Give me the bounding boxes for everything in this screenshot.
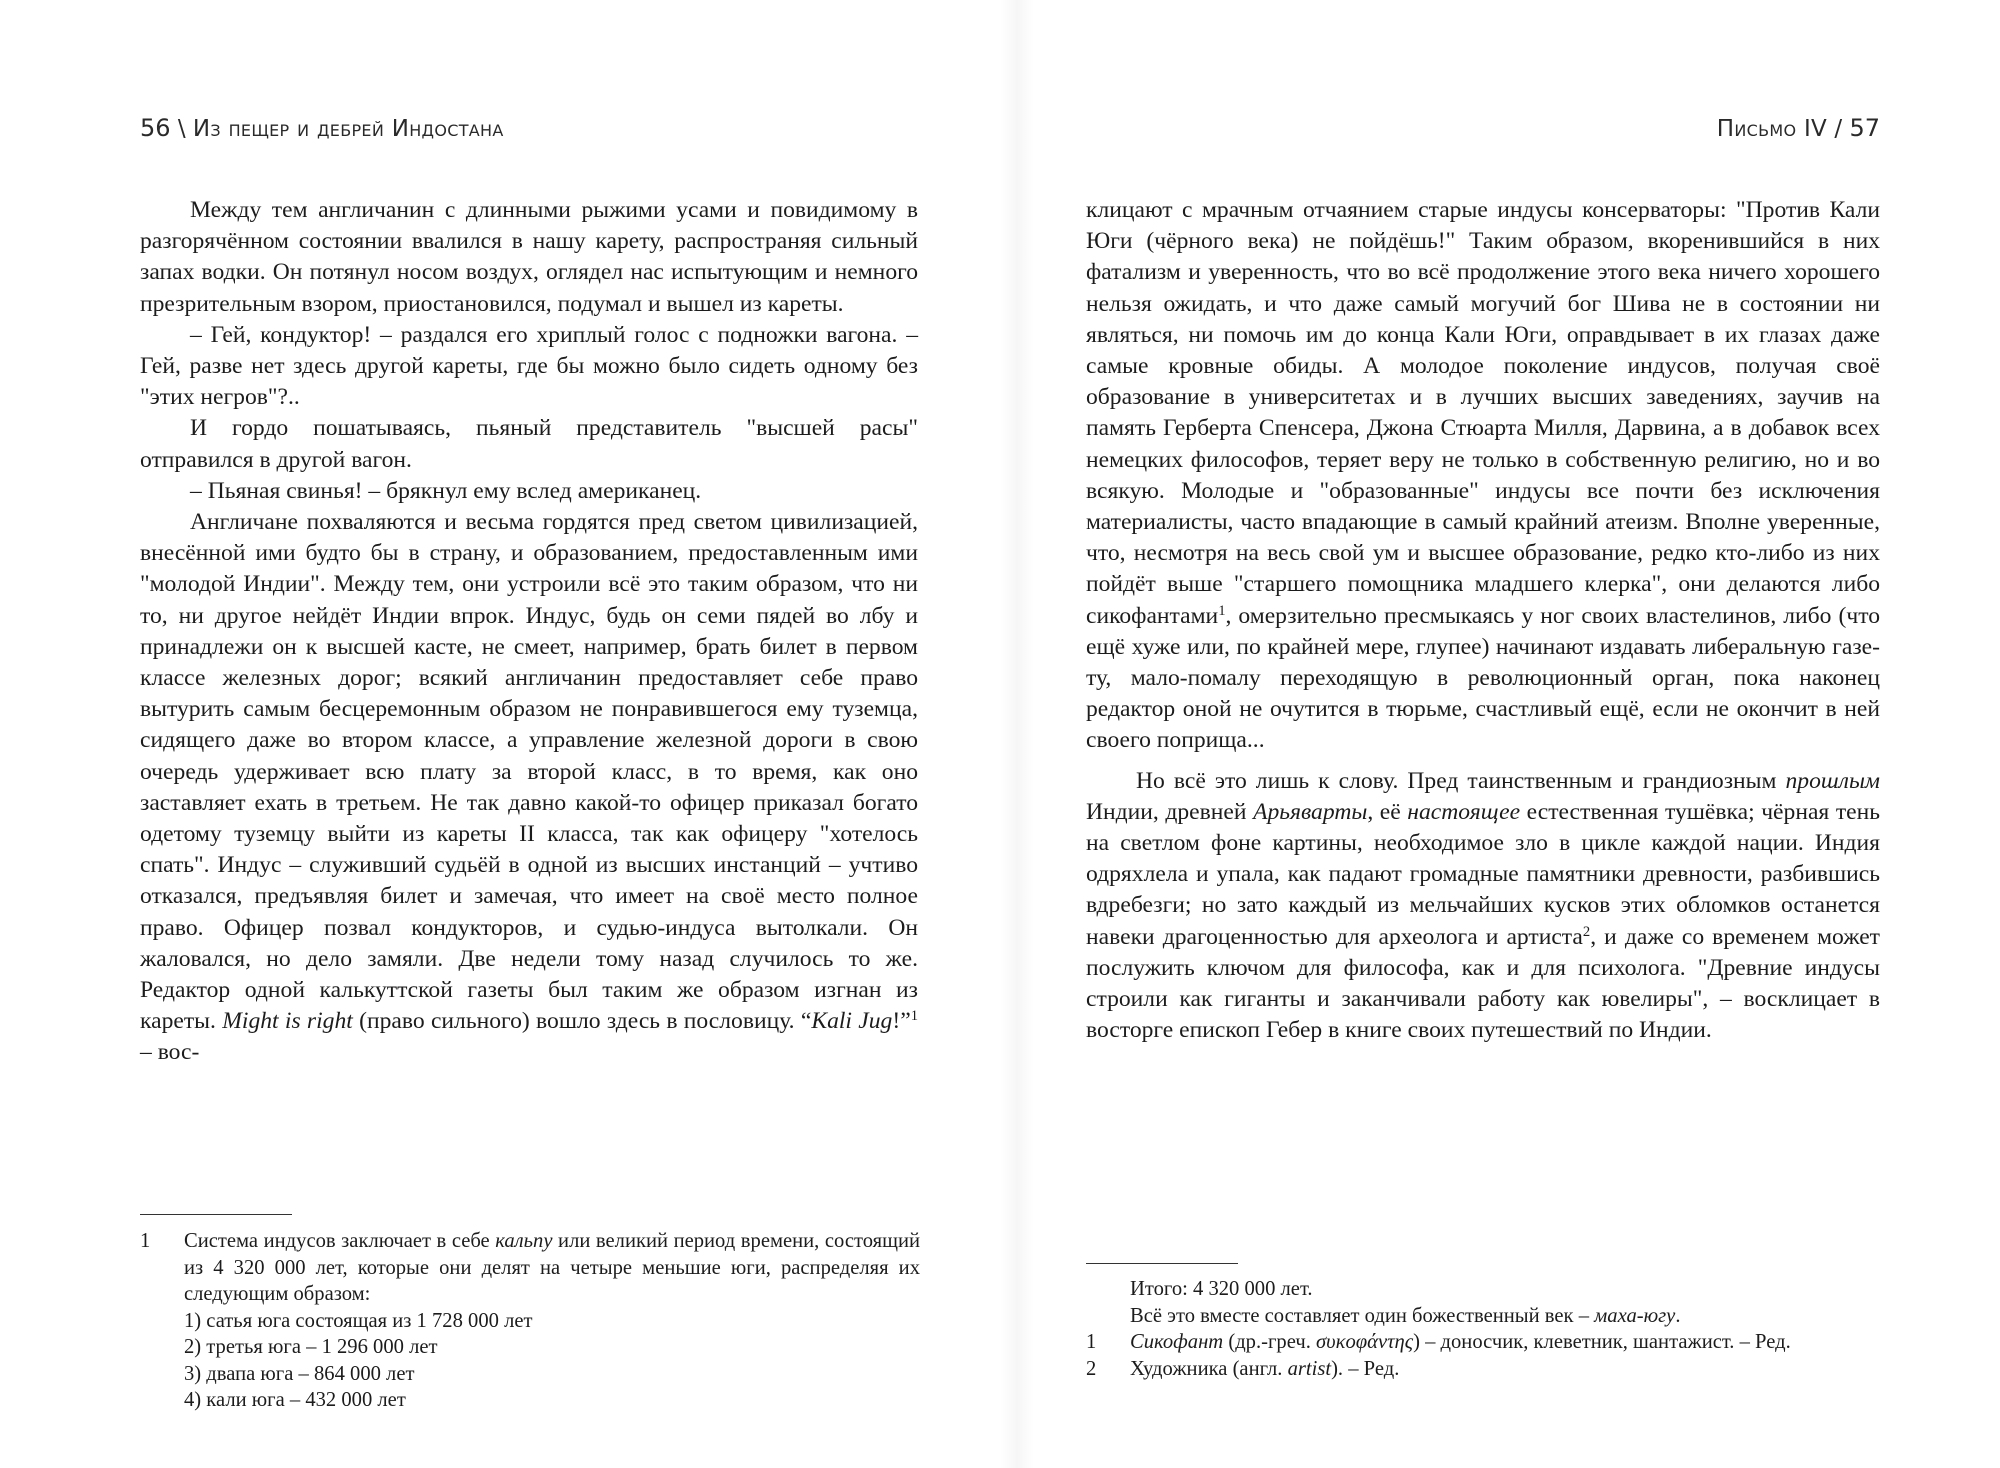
left-paragraph-5-tail-1: (право сильного) вошло здесь в пословицу. “ — [352, 1008, 812, 1035]
left-running-head — [140, 114, 504, 154]
right-paragraph-1-text: клицают с мрачным отчаянием старые индусы консерваторы: "Против Кали Юги (чёрного века) не пойдёшь!" Таким образом, вкоренившийся в них фатализм и уверенность, что во всё продолжение этого века ничего хорошего нельзя ожидать, и что даже самый могучий бог Шива не в состоянии ни являться, ни помочь им до конца Кали Юги, оправдывает в их глазах даже самые кровные обиды. А молодое поколение индусов, получая своё образование в университетах и в лучших высших заведениях, заучив на память Герберта Спенсера, Джона Стюарта Милля, Дарвина, а в добавок всех немецких философов, теряет веру не только в собственную религию, но и во всякую. Молодые и "образованные" индусы все почти без исключения материалисты, часто впадающие в самый крайний атеизм. Вполне уверенные, что, несмотря на весь свой ум и высшее образование, редко кто-либо из них пойдёт выше "старшего помощника младшего клерка", они делаются либо сикофантами — [1086, 197, 1880, 629]
yuga-item-4: 4) кали юга – 432 000 лет — [184, 1389, 406, 1411]
italic-kalpa: кальпу — [495, 1230, 553, 1252]
right-footnote-1-mid: (др.-греч. — [1223, 1331, 1316, 1353]
italic-aryavarty: Арьяварты — [1253, 798, 1368, 825]
right-head-separator: / — [1834, 116, 1843, 142]
right-paragraph-1 — [1086, 195, 1880, 757]
yuga-item-1: 1) сатья юга состоящая из 1 728 000 лет — [184, 1309, 533, 1332]
left-running-title: Из пещер и дебрей Индостана — [192, 116, 504, 142]
left-footnote-rule — [140, 1214, 292, 1215]
left-paragraph-5-tail-2: !” — [892, 1008, 911, 1035]
maha-yuga-before: Всё это вместе составляет один божественный век – — [1130, 1304, 1595, 1327]
italic-greek-sykophantes: συκοφάντης — [1316, 1331, 1414, 1353]
left-paragraph-5-end: – вос- — [140, 1039, 200, 1066]
left-footnote-1-after: или великий период времени, состоящий из 4 320 000 лет, которые они делят на четыре меньшие юги, распределяя их следующим образом: — [184, 1230, 920, 1305]
left-paragraph-1: Между тем англичанин с длинными рыжими усами и повидимому в разгорячённом состоянии ввалился в нашу карету, распространяя сильный запах водки. Он потянул носом воздух, оглядел нас испытующим и немного презрительным взором, приостановился, подумал и вышел из кареты. — [140, 197, 918, 317]
right-footnote-rule — [1086, 1263, 1238, 1264]
right-footnote-1-text — [1130, 1329, 1886, 1356]
left-paragraph-5-text: Англичане похваляются и весьма гордятся пред светом цивилизацией, внесённой ими будто бы в страну, и образованием, предоставленным ими "молодой Индии". Между тем, они устроили всё это таким образом, что ни то, ни другое нейдёт Индии впрок. Индус, будь он семи пядей во лбу и принадлежи он к высшей касте, не смеет, например, брать билет в первом классе железных дорог; всякий англичанин предоставляет себе право вытурить самым бесцеремонным образом не понравившегося ему туземца, сидящего даже во втором классе, а управление железной дороги в свою очередь удерживает всю плату за второй класс, в то время, как оно заставляет ехать в третьем. Не так давно какой-то офицер приказал богато одетому туземцу выйти из кареты II класса, так как офицеру "хотелось спать". Индус – служивший судьёй в одной из высших инстанций – учтиво отказался, предъявляя билет и замечая, что имеет на своё место полное право. Офицер позвал кондукторов, и судью-индуса вытолкали. Он жаловался, но дело замяли. Две недели тому назад случилось то же. Редактор одной калькуттской газеты был таким же образом изгнан из кареты. — [140, 509, 919, 1035]
right-body-text — [1086, 195, 1880, 1046]
right-footnote-1 — [1086, 1329, 1886, 1356]
right-footnote-1-after: ) – доносчик, клеветник, шантажист. – Ред. — [1413, 1331, 1791, 1353]
italic-nastoyashchee: настоящее — [1407, 798, 1521, 825]
italic-might-is-right: Might is right — [222, 1008, 353, 1035]
yuga-item-3: 3) двапа юга – 864 000 лет — [184, 1362, 415, 1385]
right-footnote-2-number: 2 — [1086, 1357, 1097, 1380]
left-footnote-1-before: Система индусов заключает в себе — [184, 1230, 496, 1252]
right-footnote-2-after: ). – Ред. — [1331, 1357, 1400, 1380]
right-page-number: 57 — [1849, 114, 1880, 142]
italic-sikofant: Сикофант — [1130, 1331, 1224, 1353]
right-footnote-2-before: Художника (англ. — [1130, 1357, 1288, 1380]
left-paragraph-2: – Гей, кондуктор! – раздался его хриплый голос с подножки вагона. – Гей, разве нет здесь другой кареты, где бы можно было сидеть одному без "этих негров"?.. — [140, 321, 918, 411]
right-paragraph-1-tail: , омерзительно пресмыкаясь у ног своих властелинов, либо (что ещё хуже или, по крайней мере, глупее) начинают издавать либеральную газету, мало-помалу переходящую в революционный орган, пока наконец редактор оной не очутится в тюрьме, счастливый ещё, если не окончит в ней своего поприща... — [1086, 602, 1880, 754]
right-running-head — [1717, 114, 1880, 154]
right-paragraph-2-t5: , и даже со временем может послужить ключом для философа, как и для психолога. "Древние индусы строили как гиганты и заканчивали работу как ювелиры", – восклицает в восторге епископ Гебер в книге своих путешествий по Индии. — [1086, 923, 1880, 1044]
right-footnote-1-number: 1 — [1086, 1331, 1097, 1353]
footnote-ref-2[interactable]: 2 — [1582, 923, 1591, 940]
right-paragraph-2-t3: , её — [1367, 798, 1408, 825]
right-footnote-2 — [1086, 1356, 1886, 1383]
left-head-separator: \ — [177, 116, 186, 142]
left-body-text — [140, 195, 918, 1069]
right-footnote-2-text — [1130, 1356, 1886, 1383]
left-footnote-1-text — [184, 1228, 920, 1414]
yuga-item-2: 2) третья юга – 1 296 000 лет — [184, 1336, 438, 1358]
right-paragraph-2-t2: Индии, древней — [1086, 798, 1254, 825]
left-paragraph-3: И гордо пошатываясь, пьяный представитель "высшей расы" отправился в другой вагон. — [140, 415, 918, 473]
left-footnotes — [140, 1228, 920, 1414]
footnote-ref-1-left[interactable]: 1 — [910, 1008, 919, 1025]
italic-artist: artist — [1287, 1357, 1332, 1380]
right-page — [1000, 0, 2000, 1468]
footnote-continuation-maha-yuga — [1086, 1303, 1886, 1330]
left-page-number: 56 — [140, 114, 171, 142]
footnote-ref-1-right[interactable]: 1 — [1218, 602, 1226, 619]
left-footnote-1 — [140, 1228, 920, 1414]
right-running-title: Письмо IV — [1716, 116, 1828, 142]
right-footnotes — [1086, 1276, 1886, 1382]
italic-maha-yugu: маха-югу — [1594, 1304, 1676, 1327]
right-paragraph-2-t1: Но всё это лишь к слову. Пред таинственным и грандиозным — [1136, 767, 1786, 794]
left-footnote-1-number: 1 — [140, 1230, 151, 1252]
italic-proshlym: прошлым — [1785, 767, 1880, 794]
footnote-continuation-total: Итого: 4 320 000 лет. — [1130, 1278, 1313, 1300]
italic-kali-jug: Kali Jug — [811, 1008, 893, 1035]
right-paragraph-2-t4: естественная тушёвка; чёрная тень на светлом фоне картины, необходимое зло в цикле каждой нации. Индия одряхлела и упала, как падают громадные памятники древности, разбившись вдребезги; но зато каждый из мельчайших кусков этих обломков останется навеки драгоценностью для археолога и артиста — [1086, 798, 1880, 950]
right-paragraph-2 — [1086, 766, 1880, 1047]
left-paragraph-5 — [140, 507, 918, 1069]
left-paragraph-4: – Пьяная свинья! – брякнул ему вслед американец. — [190, 477, 702, 504]
maha-yuga-after: . — [1675, 1304, 1681, 1327]
